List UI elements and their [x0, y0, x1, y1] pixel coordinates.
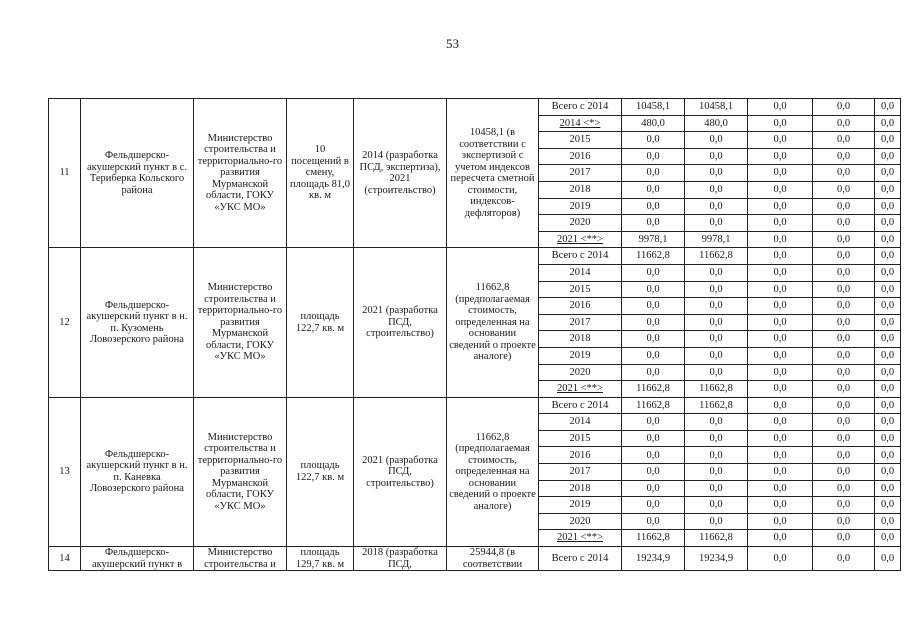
other-sources-value: 0,0 — [875, 397, 901, 414]
total-value: 11662,8 — [622, 530, 685, 547]
other-sources-value: 0,0 — [875, 347, 901, 364]
regional-budget-value: 0,0 — [685, 198, 748, 215]
other-sources-value: 0,0 — [875, 381, 901, 398]
other-sources-value: 0,0 — [875, 264, 901, 281]
year-label: 2018 — [539, 181, 622, 198]
other-sources-value: 0,0 — [875, 115, 901, 132]
federal-budget-value: 0,0 — [748, 331, 813, 348]
total-value: 0,0 — [622, 148, 685, 165]
local-budget-value: 0,0 — [813, 381, 875, 398]
customer: Министерство строительства и территориально-го развития Мурманской области, ГОКУ «УКС МО» — [194, 99, 287, 248]
other-sources-value: 0,0 — [875, 430, 901, 447]
local-budget-value: 0,0 — [813, 364, 875, 381]
year-label: 2018 — [539, 331, 622, 348]
year-label: Всего с 2014 — [539, 248, 622, 265]
entry-number: 11 — [49, 99, 81, 248]
year-label: 2014 — [539, 264, 622, 281]
federal-budget-value: 0,0 — [748, 381, 813, 398]
total-value: 0,0 — [622, 165, 685, 182]
capacity: площадь 122,7 кв. м — [287, 248, 354, 397]
federal-budget-value: 0,0 — [748, 547, 813, 571]
facility-name: Фельдшерско-акушерский пункт в — [81, 547, 194, 571]
local-budget-value: 0,0 — [813, 480, 875, 497]
local-budget-value: 0,0 — [813, 347, 875, 364]
total-value: 0,0 — [622, 464, 685, 481]
capacity: площадь 129,7 кв. м — [287, 547, 354, 571]
implementation-period: 2021 (разработка ПСД, строительство) — [354, 248, 447, 397]
year-label: Всего с 2014 — [539, 397, 622, 414]
local-budget-value: 0,0 — [813, 547, 875, 571]
regional-budget-value: 19234,9 — [685, 547, 748, 571]
year-label: 2014 <*> — [539, 115, 622, 132]
investment-table — [48, 98, 901, 571]
capacity: 10 посещений в смену, площадь 81,0 кв. м — [287, 99, 354, 248]
local-budget-value: 0,0 — [813, 99, 875, 116]
local-budget-value: 0,0 — [813, 281, 875, 298]
regional-budget-value: 0,0 — [685, 513, 748, 530]
table-row — [49, 99, 901, 116]
estimated-cost: 11662,8 (предполагаемая стоимость, определенная на основании сведений о проекте аналоге) — [447, 397, 539, 546]
federal-budget-value: 0,0 — [748, 414, 813, 431]
estimated-cost: 11662,8 (предполагаемая стоимость, определенная на основании сведений о проекте аналоге) — [447, 248, 539, 397]
total-value: 0,0 — [622, 497, 685, 514]
total-value: 11662,8 — [622, 397, 685, 414]
regional-budget-value: 0,0 — [685, 464, 748, 481]
total-value: 0,0 — [622, 298, 685, 315]
regional-budget-value: 0,0 — [685, 215, 748, 232]
year-label: Всего с 2014 — [539, 547, 622, 571]
regional-budget-value: 0,0 — [685, 447, 748, 464]
federal-budget-value: 0,0 — [748, 497, 813, 514]
customer: Министерство строительства и — [194, 547, 287, 571]
federal-budget-value: 0,0 — [748, 364, 813, 381]
local-budget-value: 0,0 — [813, 447, 875, 464]
total-value: 0,0 — [622, 513, 685, 530]
total-value: 0,0 — [622, 364, 685, 381]
federal-budget-value: 0,0 — [748, 513, 813, 530]
year-label: 2019 — [539, 497, 622, 514]
year-label: 2017 — [539, 165, 622, 182]
other-sources-value: 0,0 — [875, 314, 901, 331]
federal-budget-value: 0,0 — [748, 165, 813, 182]
federal-budget-value: 0,0 — [748, 148, 813, 165]
implementation-period: 2014 (разработка ПСД, экспертиза), 2021 (строительство) — [354, 99, 447, 248]
regional-budget-value: 10458,1 — [685, 99, 748, 116]
regional-budget-value: 0,0 — [685, 497, 748, 514]
capacity: площадь 122,7 кв. м — [287, 397, 354, 546]
year-label: 2019 — [539, 198, 622, 215]
federal-budget-value: 0,0 — [748, 231, 813, 248]
total-value: 0,0 — [622, 181, 685, 198]
year-label: 2020 — [539, 215, 622, 232]
other-sources-value: 0,0 — [875, 165, 901, 182]
other-sources-value: 0,0 — [875, 530, 901, 547]
federal-budget-value: 0,0 — [748, 264, 813, 281]
regional-budget-value: 0,0 — [685, 165, 748, 182]
regional-budget-value: 0,0 — [685, 364, 748, 381]
year-label: 2019 — [539, 347, 622, 364]
federal-budget-value: 0,0 — [748, 181, 813, 198]
federal-budget-value: 0,0 — [748, 480, 813, 497]
table-row — [49, 248, 901, 265]
total-value: 0,0 — [622, 347, 685, 364]
other-sources-value: 0,0 — [875, 298, 901, 315]
facility-name: Фельдшерско-акушерский пункт в с. Териберка Кольского района — [81, 99, 194, 248]
regional-budget-value: 11662,8 — [685, 248, 748, 265]
total-value: 0,0 — [622, 132, 685, 149]
other-sources-value: 0,0 — [875, 231, 901, 248]
regional-budget-value: 0,0 — [685, 132, 748, 149]
year-label: 2021 <**> — [539, 231, 622, 248]
table-row — [49, 397, 901, 414]
other-sources-value: 0,0 — [875, 198, 901, 215]
other-sources-value: 0,0 — [875, 181, 901, 198]
other-sources-value: 0,0 — [875, 464, 901, 481]
regional-budget-value: 0,0 — [685, 298, 748, 315]
year-label: 2017 — [539, 314, 622, 331]
local-budget-value: 0,0 — [813, 430, 875, 447]
local-budget-value: 0,0 — [813, 314, 875, 331]
regional-budget-value: 11662,8 — [685, 397, 748, 414]
other-sources-value: 0,0 — [875, 364, 901, 381]
other-sources-value: 0,0 — [875, 132, 901, 149]
federal-budget-value: 0,0 — [748, 115, 813, 132]
federal-budget-value: 0,0 — [748, 464, 813, 481]
total-value: 0,0 — [622, 447, 685, 464]
year-label: 2020 — [539, 364, 622, 381]
year-label: 2017 — [539, 464, 622, 481]
regional-budget-value: 0,0 — [685, 314, 748, 331]
local-budget-value: 0,0 — [813, 530, 875, 547]
facility-name: Фельдшерско-акушерский пункт в н. п. Каневка Ловозерского района — [81, 397, 194, 546]
regional-budget-value: 0,0 — [685, 264, 748, 281]
estimated-cost: 10458,1 (в соответствии с экспертизой с учетом индексов пересчета сметной стоимости, индексов-дефляторов) — [447, 99, 539, 248]
year-label: 2016 — [539, 148, 622, 165]
regional-budget-value: 11662,8 — [685, 381, 748, 398]
federal-budget-value: 0,0 — [748, 281, 813, 298]
page-number: 53 — [446, 36, 459, 51]
local-budget-value: 0,0 — [813, 165, 875, 182]
local-budget-value: 0,0 — [813, 231, 875, 248]
other-sources-value: 0,0 — [875, 148, 901, 165]
implementation-period: 2021 (разработка ПСД, строительство) — [354, 397, 447, 546]
federal-budget-value: 0,0 — [748, 347, 813, 364]
year-label: 2015 — [539, 281, 622, 298]
total-value: 0,0 — [622, 215, 685, 232]
other-sources-value: 0,0 — [875, 99, 901, 116]
total-value: 0,0 — [622, 281, 685, 298]
total-value: 480,0 — [622, 115, 685, 132]
customer: Министерство строительства и территориально-го развития Мурманской области, ГОКУ «УКС МО» — [194, 248, 287, 397]
local-budget-value: 0,0 — [813, 513, 875, 530]
total-value: 9978,1 — [622, 231, 685, 248]
local-budget-value: 0,0 — [813, 115, 875, 132]
local-budget-value: 0,0 — [813, 148, 875, 165]
year-label: 2015 — [539, 430, 622, 447]
other-sources-value: 0,0 — [875, 497, 901, 514]
regional-budget-value: 0,0 — [685, 281, 748, 298]
facility-name: Фельдшерско-акушерский пункт в н. п. Кузомень Ловозерского района — [81, 248, 194, 397]
other-sources-value: 0,0 — [875, 248, 901, 265]
local-budget-value: 0,0 — [813, 198, 875, 215]
table-row — [49, 547, 901, 571]
other-sources-value: 0,0 — [875, 513, 901, 530]
estimated-cost: 25944,8 (в соответствии — [447, 547, 539, 571]
year-label: 2021 <**> — [539, 381, 622, 398]
federal-budget-value: 0,0 — [748, 132, 813, 149]
local-budget-value: 0,0 — [813, 264, 875, 281]
federal-budget-value: 0,0 — [748, 215, 813, 232]
federal-budget-value: 0,0 — [748, 314, 813, 331]
year-label: 2016 — [539, 447, 622, 464]
local-budget-value: 0,0 — [813, 215, 875, 232]
federal-budget-value: 0,0 — [748, 430, 813, 447]
local-budget-value: 0,0 — [813, 248, 875, 265]
local-budget-value: 0,0 — [813, 181, 875, 198]
local-budget-value: 0,0 — [813, 132, 875, 149]
other-sources-value: 0,0 — [875, 281, 901, 298]
other-sources-value: 0,0 — [875, 215, 901, 232]
total-value: 10458,1 — [622, 99, 685, 116]
local-budget-value: 0,0 — [813, 397, 875, 414]
entry-number: 14 — [49, 547, 81, 571]
total-value: 0,0 — [622, 480, 685, 497]
federal-budget-value: 0,0 — [748, 397, 813, 414]
other-sources-value: 0,0 — [875, 331, 901, 348]
total-value: 11662,8 — [622, 381, 685, 398]
local-budget-value: 0,0 — [813, 464, 875, 481]
other-sources-value: 0,0 — [875, 414, 901, 431]
total-value: 0,0 — [622, 314, 685, 331]
federal-budget-value: 0,0 — [748, 530, 813, 547]
entry-number: 12 — [49, 248, 81, 397]
regional-budget-value: 0,0 — [685, 430, 748, 447]
local-budget-value: 0,0 — [813, 331, 875, 348]
total-value: 0,0 — [622, 198, 685, 215]
regional-budget-value: 0,0 — [685, 148, 748, 165]
federal-budget-value: 0,0 — [748, 198, 813, 215]
other-sources-value: 0,0 — [875, 447, 901, 464]
year-label: 2014 — [539, 414, 622, 431]
federal-budget-value: 0,0 — [748, 447, 813, 464]
local-budget-value: 0,0 — [813, 497, 875, 514]
total-value: 0,0 — [622, 264, 685, 281]
other-sources-value: 0,0 — [875, 480, 901, 497]
local-budget-value: 0,0 — [813, 414, 875, 431]
year-label: 2020 — [539, 513, 622, 530]
total-value: 11662,8 — [622, 248, 685, 265]
federal-budget-value: 0,0 — [748, 99, 813, 116]
federal-budget-value: 0,0 — [748, 298, 813, 315]
regional-budget-value: 0,0 — [685, 347, 748, 364]
regional-budget-value: 0,0 — [685, 414, 748, 431]
regional-budget-value: 480,0 — [685, 115, 748, 132]
regional-budget-value: 0,0 — [685, 331, 748, 348]
entry-number: 13 — [49, 397, 81, 546]
year-label: 2021 <**> — [539, 530, 622, 547]
year-label: Всего с 2014 — [539, 99, 622, 116]
year-label: 2018 — [539, 480, 622, 497]
regional-budget-value: 9978,1 — [685, 231, 748, 248]
federal-budget-value: 0,0 — [748, 248, 813, 265]
regional-budget-value: 0,0 — [685, 480, 748, 497]
table-body — [49, 99, 901, 571]
total-value: 0,0 — [622, 430, 685, 447]
total-value: 0,0 — [622, 414, 685, 431]
total-value: 19234,9 — [622, 547, 685, 571]
customer: Министерство строительства и территориально-го развития Мурманской области, ГОКУ «УКС МО» — [194, 397, 287, 546]
year-label: 2015 — [539, 132, 622, 149]
implementation-period: 2018 (разработка ПСД, — [354, 547, 447, 571]
year-label: 2016 — [539, 298, 622, 315]
total-value: 0,0 — [622, 331, 685, 348]
regional-budget-value: 11662,8 — [685, 530, 748, 547]
other-sources-value: 0,0 — [875, 547, 901, 571]
regional-budget-value: 0,0 — [685, 181, 748, 198]
local-budget-value: 0,0 — [813, 298, 875, 315]
